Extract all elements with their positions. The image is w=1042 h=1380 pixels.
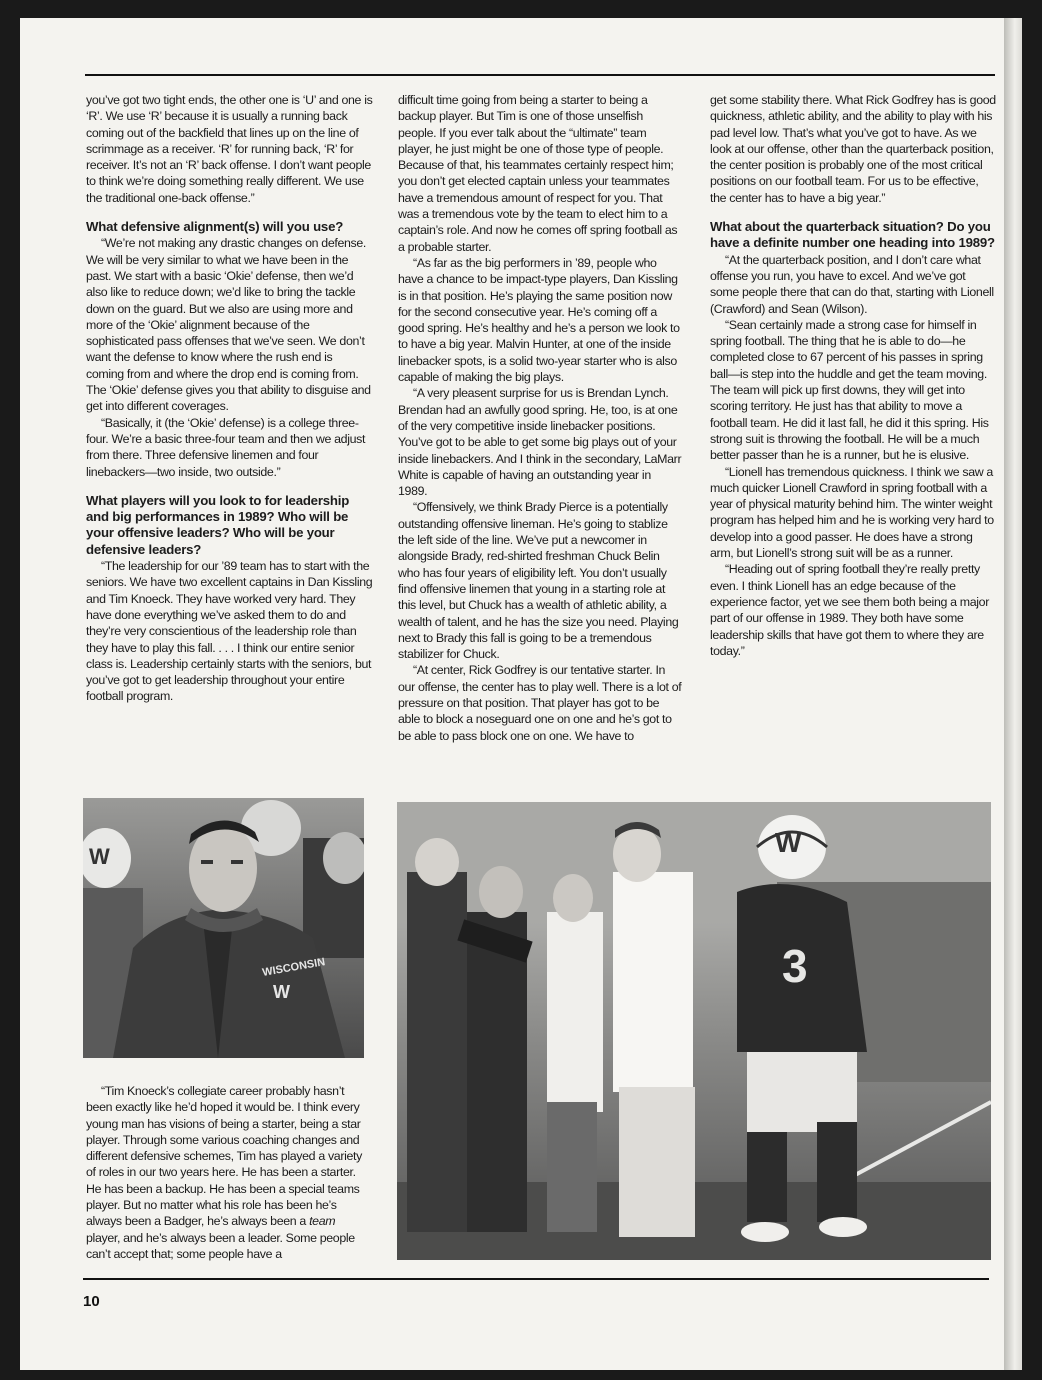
column-1-bottom xyxy=(86,1083,368,1262)
coach-photo xyxy=(83,798,364,1058)
paragraph: “At the quarterback position, and I don’t care what offense you run, you have to excel. And we’ve got some people there that can do that, starting with Lionell (Crawford) and Sean (Wilson). xyxy=(710,252,994,316)
text-run: player, and he’s always been a leader. Some people can’t accept that; some people have a xyxy=(86,1230,355,1261)
paragraph: “Lionell has tremendous quickness. I think we saw a much quicker Lionell Crawford in spring football with a year of physical maturity behind him. The winter weight program has helped him and he is working very hard to develop into a good passer. He does have a strong arm, but Lionell’s strong suit will be as a runner. xyxy=(710,464,994,561)
paragraph: “We’re not making any drastic changes on defense. We will be very similar to what we have been in the past. We start with a basic ‘Okie’ defense, then we’d also like to reduce down; we’d like to bring the tackle down on the guard. But we also are using more and more of the ‘Okie’ alignment because of the sophisticated pass offenses that we’ve seen. We don’t want the defense to know where the rush end is coming from and where the drop end is coming from. The ‘Okie’ defense gives you that ability to disguise and get into different coverages. xyxy=(86,236,371,414)
paragraph: difficult time going from being a starter to being a backup player. But Tim is one of those unselfish people. If you ever talk about the “ultimate” team player, he just might be one of those type of people. Because of that, his teammates certainly respect him; you don’t get elected captain unless your teammates have a tremendous amount of respect for you. That was a tremendous vote by the team to elect him to a captain’s role. And now he comes off spring football as a probable starter. xyxy=(398,93,678,254)
paragraph: “A very pleasent surprise for us is Brendan Lynch. Brendan had an awfully good spring. He, too, is at one of the very competitive inside linebacker positions. You’ve got to be able to get some big plays out of your inside linebackers. And I think in the secondary, LaMarr White is capable of having an outstanding year in 1989. xyxy=(398,386,682,499)
text-run: “Tim Knoeck’s collegiate career probably hasn’t been exactly like he’d hoped it would be. I think every young man has visions of being a starter, being a star player. Through some various coaching changes and different defensive schemes, Tim has played a variety of roles in our two years here. He has been a starter. He has been a backup. He has been a special teams player. But no matter what his role has been he’s always been a Badger, he’s always been a xyxy=(86,1084,362,1229)
paragraph: get some stability there. What Rick Godfrey has is good quickness, athletic ability, and the ability to play with his pad level low. That’s what you’ve got to have. As we look at our offense, other than the quarterback position, the center position is probably one of the most critical positions on our football team. For us to be effective, the center has to have a big year.” xyxy=(710,93,996,205)
sideline-photo xyxy=(397,802,991,1260)
top-rule xyxy=(85,74,995,76)
question-heading: What about the quarterback situation? Do you have a definite number one heading into 1989? xyxy=(710,219,995,251)
column-1 xyxy=(86,92,373,705)
coach-photo-illustration xyxy=(83,798,364,1058)
jacket-logo-letter: W xyxy=(273,982,290,1002)
paragraph: “At center, Rick Godfrey is our tentative starter. In our offense, the center has to play well. There is a lot of pressure on that position. That player has got to be able to block a noseguard one on one and he’s got to be able to pass block one on one. We have to xyxy=(398,663,682,743)
emphasis-word: team xyxy=(309,1214,336,1229)
paragraph: “The leadership for our ’89 team has to start with the seniors. We have two excellent captains in Dan Kissling and Tim Knoeck. They have worked very hard. They have done everything we’ve asked them to do and they’re very conscientious of the leadership role than they have to play this fall. . . . I think our entire senior class is. Leadership certainly starts with the seniors, but you’ve got to get leadership throughout your entire football program. xyxy=(86,559,373,704)
column-2 xyxy=(398,92,682,744)
paragraph xyxy=(86,1083,368,1262)
bottom-rule xyxy=(83,1278,989,1280)
paragraph: “Offensively, we think Brady Pierce is a potentially outstanding offensive lineman. He’s going to stablize the left side of the line. We’ve put a newcomer in alongside Brady, red-shirted freshman Chuck Belin who has four years of eligibility left. You don’t usually find offensive linemen that young in a starting role at this level, but Chuck has a wealth of athletic ability, a wealth of talent, and he has the size you need. Playing next to Brady this fall is going to be a tremendous stabilizer for Chuck. xyxy=(398,500,679,662)
paragraph: “Heading out of spring football they’re really pretty even. I think Lionell has an edge because of the experience factor, yet we see them both being a major part of our offense in 1989. They both have some leadership skills that have got them to where they are today.” xyxy=(710,562,989,658)
helmet-letter: W xyxy=(89,844,110,869)
question-heading: What players will you look to for leadership and big performances in 1989? Who will be your offensive leaders? Who will be your defensive leaders? xyxy=(86,492,350,557)
paragraph: “Basically, it (the ‘Okie’ defense) is a college three-four. We’re a basic three-four team and then we adjust from there. Three defensive linemen and four linebackers—two inside, two outside.” xyxy=(86,415,366,479)
jersey-number: 3 xyxy=(782,940,808,992)
paragraph: you’ve got two tight ends, the other one is ‘U’ and one is ‘R’. We use ‘R’ because it is usually a running back coming out of the backfield that lines up on the line of scrimmage as a receiver. ‘R’ for running back, ‘R’ for receiver. It’s not an ‘R’ back offense. I don’t want people to think we’re doing something really different. We use the traditional one-back offense.” xyxy=(86,93,373,205)
helmet-letter: W xyxy=(775,827,802,858)
sideline-photo-illustration xyxy=(397,802,991,1260)
question-heading: What defensive alignment(s) will you use? xyxy=(86,219,344,235)
page-curl-shadow xyxy=(1004,18,1022,1370)
jacket-text: WISCONSIN xyxy=(261,956,327,979)
page-number: 10 xyxy=(83,1293,100,1310)
column-3 xyxy=(710,92,996,659)
paragraph: “As far as the big performers in ’89, people who have a chance to be impact-type players, Dan Kissling is in that position. He’s playing the same position now for the second consecutive year. He’s coming off a good spring. He’s healthy and he’s a person we look to to have a big year. Malvin Hunter, at one of the inside linebacker spots, is a solid two-year starter who is also capable of making the big plays. xyxy=(398,255,680,385)
paragraph: “Sean certainly made a strong case for himself in spring football. The thing that he is able to do—he completed close to 67 percent of his passes in spring ball—is step into the huddle and get the team moving. The team will pick up first downs, they will get into scoring territory. He just has that ability to move a football team. He did it last fall, he did it this spring. His strong suit is throwing the football. He will be a much better passer than he is a runner, but he is elusive. xyxy=(710,317,989,463)
